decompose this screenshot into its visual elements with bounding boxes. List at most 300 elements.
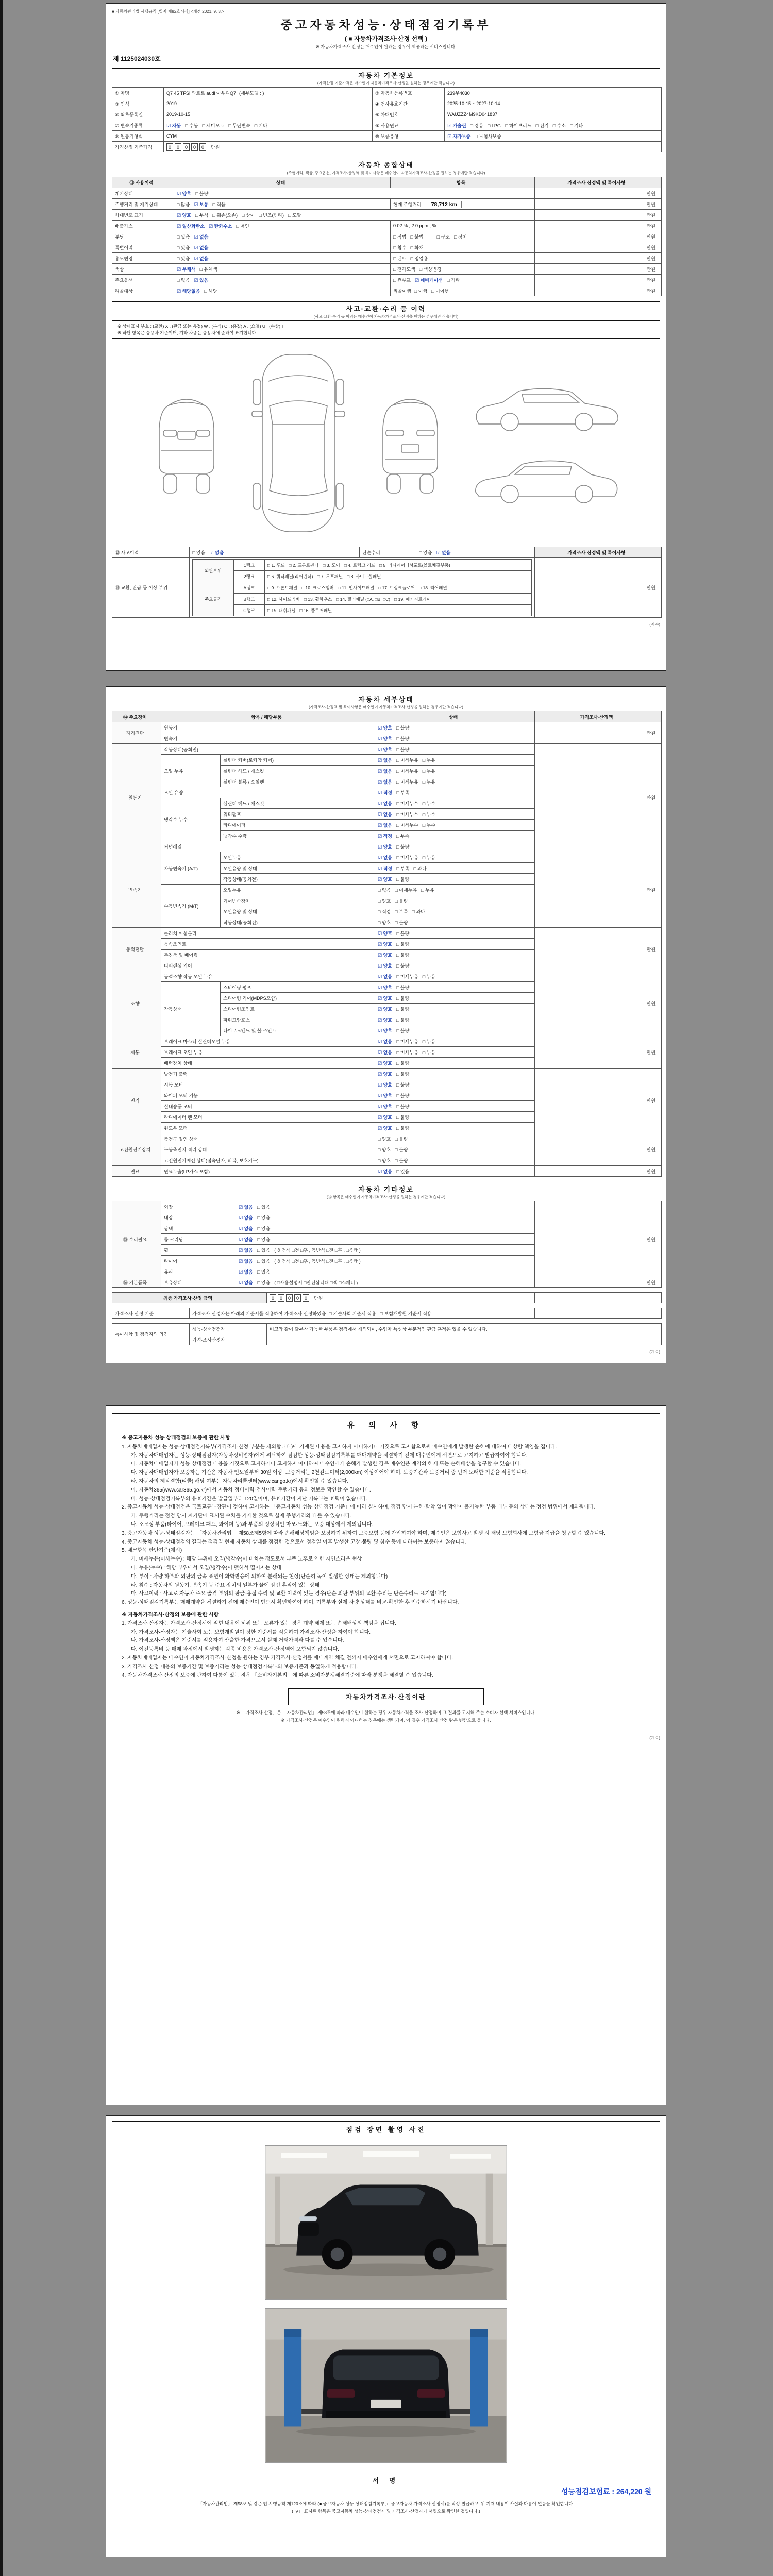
checkbox-침수[interactable]: □ 침수 <box>393 245 407 250</box>
checkbox-있음[interactable]: □ 있음 <box>257 1280 271 1285</box>
section-overall-head <box>112 158 660 177</box>
cell-text: 오일 유량 <box>164 790 183 795</box>
notice-line: 2. 중고자동차 성능·상태점검은 국토교통부장관이 정하여 고시하는 「중고자동차 성능·상태점검 기준」에 따라 실시하며, 점검 당시 분해·탈착 없이 확인이 불가능한 부품 내부 등의 상태는 점검 범위에서 제외됩니다. <box>122 1504 596 1511</box>
checkbox-누유[interactable]: □ 누유 <box>422 768 436 774</box>
checkbox-누유[interactable]: □ 누유 <box>422 757 436 763</box>
checkbox-양호[interactable]: □ 양호 <box>378 898 391 904</box>
checkbox-7. 루프패널[interactable]: □ 7. 루프패널 <box>317 573 343 579</box>
digit-box: 0 <box>166 143 173 151</box>
checkbox-적정[interactable]: ☑ 적정 <box>378 833 392 839</box>
checkbox-없음[interactable]: ☑ 없음 <box>378 855 392 860</box>
checkbox-있음[interactable]: □ 있음 <box>396 1168 410 1174</box>
checkbox-있음[interactable]: □ 있음 <box>257 1236 271 1242</box>
checkbox-수소[interactable]: □ 수소 <box>552 123 566 128</box>
checkbox-하이브리드[interactable]: □ 하이브리드 <box>505 123 532 128</box>
checkbox-1. 후드[interactable]: □ 1. 후드 <box>267 562 285 568</box>
checkbox-양호[interactable]: ☑ 양호 <box>177 212 191 218</box>
checkbox-없음[interactable]: □ 없음 <box>177 277 190 283</box>
checkbox-없음[interactable]: ☑ 없음 <box>378 1039 392 1044</box>
checkbox-없음[interactable]: ☑ 없음 <box>378 974 392 979</box>
checkbox-17. 트렁크플로어[interactable]: □ 17. 트렁크플로어 <box>378 585 415 590</box>
table-cell <box>112 1133 161 1166</box>
section-note-detail: (가격조사·산정액 및 특이사항은 매수인이 자동차가격조사·산정을 원하는 경우에만 적습니다) <box>309 705 463 709</box>
checkbox-13. 휠하우스[interactable]: □ 13. 휠하우스 <box>304 596 332 602</box>
rank-row <box>193 594 532 605</box>
checkbox-3. 도어[interactable]: □ 3. 도어 <box>323 562 340 568</box>
table-cell <box>375 971 535 982</box>
checkbox-10. 크로스멤버[interactable]: □ 10. 크로스멤버 <box>301 585 334 590</box>
checkbox-있음[interactable]: □ 있음 <box>257 1247 271 1253</box>
checkbox-16. 플로어패널[interactable]: □ 16. 플로어패널 <box>299 607 332 613</box>
checkbox-없음[interactable]: ☑ 없음 <box>194 256 209 261</box>
table-row <box>112 1201 662 1212</box>
checkbox-18. 리어패널[interactable]: □ 18. 리어패널 <box>419 585 447 590</box>
rank-label: 2랭크 <box>234 571 265 582</box>
checkbox-불량[interactable]: □ 불량 <box>396 725 410 731</box>
table-cell <box>375 1025 535 1036</box>
checkbox-없음[interactable]: □ 없음 <box>378 887 391 893</box>
checkbox-양호[interactable]: □ 양호 <box>378 1147 391 1153</box>
checkbox-미세누유[interactable]: □ 미세누유 <box>396 855 418 860</box>
checkbox-없음[interactable]: ☑ 없음 <box>239 1226 253 1231</box>
checkbox-양호[interactable]: ☑ 양호 <box>177 191 191 196</box>
checkbox-양호[interactable]: ☑ 양호 <box>378 876 392 882</box>
checkbox-없음[interactable]: ☑ 없음 <box>378 801 392 806</box>
checkbox-양호[interactable]: ☑ 양호 <box>378 725 392 731</box>
table-cell <box>373 120 445 131</box>
checkbox-12. 사이드멤버[interactable]: □ 12. 사이드멤버 <box>267 596 300 602</box>
table-cell <box>112 109 164 120</box>
checkbox-양호[interactable]: ☑ 양호 <box>378 941 392 947</box>
checkbox-있음[interactable]: □ 있음 <box>177 234 190 240</box>
table-cell <box>112 852 161 928</box>
table-cell <box>161 733 375 744</box>
table-cell <box>391 264 535 275</box>
checkbox-이행[interactable]: □ 이행 <box>414 288 428 294</box>
table-cell <box>164 88 373 98</box>
checkbox-양호[interactable]: ☑ 양호 <box>378 995 392 1001</box>
checkbox-영업용[interactable]: □ 영업용 <box>410 256 428 261</box>
checkbox-적정[interactable]: ☑ 적정 <box>378 866 392 871</box>
checkbox-미세누수[interactable]: □ 미세누수 <box>396 811 418 817</box>
checkbox-불량[interactable]: □ 불량 <box>396 995 410 1001</box>
checkbox-부식[interactable]: □ 부식 <box>195 212 209 218</box>
notice-line: 나. 가격조사·산정액은 기준서를 적용하여 산출한 가격으로서 실제 거래가격과 다를 수 있습니다. <box>131 1638 344 1644</box>
table-cell <box>375 1069 535 1079</box>
checkbox-양호[interactable]: □ 양호 <box>378 1158 391 1163</box>
checkbox-세미오토[interactable]: □ 세미오토 <box>202 123 225 128</box>
rank-label: B랭크 <box>234 594 265 605</box>
checkbox-불량[interactable]: □ 불량 <box>396 963 410 969</box>
cell-text: 작동상태(공회전) <box>223 876 258 882</box>
checkbox-과다[interactable]: □ 과다 <box>413 866 427 871</box>
notice-line: 3. 가격조사·산정 내용의 보증기간 및 보증거리는 성능·상태점검기록부의 보증기준과 동일하게 적용합니다. <box>122 1664 358 1670</box>
table-cell <box>161 798 221 841</box>
table-cell <box>375 950 535 960</box>
rank-row <box>193 605 532 616</box>
checkbox-장치[interactable]: □ 장치 <box>453 234 467 240</box>
checkbox-미세누유[interactable]: □ 미세누유 <box>396 1039 418 1044</box>
checkbox-불법[interactable]: □ 불법 <box>410 234 424 240</box>
checkbox-6. 쿼터패널(리어펜더)[interactable]: □ 6. 쿼터패널(리어펜더) <box>267 573 313 579</box>
table-cell <box>112 1277 161 1288</box>
cell-text: 오일 누유 <box>164 768 183 774</box>
cell-subtext: ( 운전석 □전 □후 , 동반석 □전 □후 , □응급 ) <box>274 1258 361 1264</box>
inspection-photo-rear <box>265 2308 507 2463</box>
checkbox-없음[interactable]: ☑ 없음 <box>194 234 209 240</box>
notice-line: 다. 이전등록비 등 매매 과정에서 발생하는 각종 비용은 가격조사·산정액에 포함되지 않습니다. <box>131 1647 339 1653</box>
cell-text: 냉각수 수량 <box>223 833 247 839</box>
table-cell <box>535 253 662 264</box>
table-cell <box>236 1201 535 1212</box>
checkbox-양호[interactable]: ☑ 양호 <box>378 1060 392 1066</box>
checkbox-누유[interactable]: □ 누유 <box>422 779 436 785</box>
cell-text: 성능·상태점검자 <box>192 1326 225 1332</box>
cell-text: 와이퍼 모터 기능 <box>164 1093 198 1098</box>
checkbox-불량[interactable]: □ 불량 <box>396 747 410 752</box>
checkbox-양호[interactable]: ☑ 양호 <box>378 747 392 752</box>
table-cell <box>375 917 535 928</box>
checkbox-훼손(오손)[interactable]: □ 훼손(오손) <box>212 212 238 218</box>
checkbox-없음[interactable]: ☑ 없음 <box>239 1280 253 1285</box>
checkbox-없음[interactable]: ☑ 없음 <box>239 1204 253 1210</box>
checkbox-없음[interactable]: ☑ 없음 <box>378 757 392 763</box>
checkbox-있음[interactable]: □ 있음 <box>192 550 206 555</box>
checkbox-불량[interactable]: □ 불량 <box>396 1082 410 1088</box>
table-cell <box>221 1014 375 1025</box>
checkbox-불량[interactable]: □ 불량 <box>195 191 209 196</box>
table-row <box>112 1036 662 1047</box>
checkbox-있음[interactable]: □ 있음 <box>257 1215 271 1221</box>
checkbox-기타[interactable]: □ 기타 <box>254 123 268 128</box>
cell-text: 만원 <box>646 947 656 952</box>
table-cell <box>174 242 391 253</box>
checkbox-양호[interactable]: ☑ 양호 <box>378 1028 392 1033</box>
checkbox-없음[interactable]: ☑ 없음 <box>378 822 392 828</box>
checkbox-부족[interactable]: □ 부족 <box>395 909 408 914</box>
checkbox-불량[interactable]: □ 불량 <box>396 1006 410 1012</box>
checkbox-불량[interactable]: □ 불량 <box>396 1017 410 1023</box>
checkbox-불량[interactable]: □ 불량 <box>395 920 408 925</box>
checkbox-양호[interactable]: ☑ 양호 <box>378 1071 392 1077</box>
table-cell <box>236 1277 535 1288</box>
checkbox-불량[interactable]: □ 불량 <box>396 1125 410 1131</box>
checkbox-구조[interactable]: □ 구조 <box>436 234 450 240</box>
table-row <box>112 1293 662 1303</box>
checkbox-양호[interactable]: □ 양호 <box>378 1136 391 1142</box>
checkbox-불량[interactable]: □ 불량 <box>396 1060 410 1066</box>
table-row <box>112 199 662 210</box>
checkbox-기타[interactable]: □ 기타 <box>447 277 460 283</box>
checkbox-부족[interactable]: □ 부족 <box>396 833 410 839</box>
table-cell <box>535 264 662 275</box>
checkbox-8. 사이드실패널[interactable]: □ 8. 사이드실패널 <box>347 573 381 579</box>
checkbox-미세누유[interactable]: □ 미세누유 <box>395 887 417 893</box>
checkbox-매연[interactable]: □ 매연 <box>236 223 249 229</box>
checkbox-불량[interactable]: □ 불량 <box>395 1158 408 1163</box>
checkbox-양호[interactable]: ☑ 양호 <box>378 844 392 850</box>
checkbox-불량[interactable]: □ 불량 <box>396 844 410 850</box>
checkbox-19. 패키지트레이[interactable]: □ 19. 패키지트레이 <box>394 596 431 602</box>
table-cell <box>221 820 375 831</box>
table-row <box>112 1277 662 1288</box>
table-row <box>112 711 662 722</box>
checkbox-도말[interactable]: □ 도말 <box>288 212 301 218</box>
checkbox-누유[interactable]: □ 누유 <box>422 974 436 979</box>
checkbox-양호[interactable]: ☑ 양호 <box>378 1093 392 1098</box>
checkbox-과다[interactable]: □ 과다 <box>412 909 425 914</box>
checkbox-있음[interactable]: □ 있음 <box>177 256 190 261</box>
cell-text: 상태 <box>448 714 458 720</box>
checkbox-적음[interactable]: □ 적음 <box>212 201 226 207</box>
table-cell <box>375 939 535 950</box>
cell-text: 리콜대상 <box>115 288 133 294</box>
notice-line: 나. 누유(누수) : 해당 부위에서 오일(냉각수)이 맺혀서 떨어지는 상태 <box>131 1565 282 1571</box>
checkbox-없음[interactable]: ☑ 없음 <box>239 1258 253 1264</box>
checkbox-15. 대쉬패널[interactable]: □ 15. 대쉬패널 <box>267 607 296 613</box>
table-cell <box>164 109 373 120</box>
table-cell <box>535 1308 662 1319</box>
checkbox-보통[interactable]: ☑ 보통 <box>194 201 209 207</box>
checkbox-기술사회 기준서 적용[interactable]: □ 기술사회 기준서 적용 <box>329 1311 376 1316</box>
checkbox-부족[interactable]: □ 부족 <box>396 866 410 871</box>
checkbox-보험사보증[interactable]: □ 보험사보증 <box>475 133 501 139</box>
notice-line: 바. 성능·상태점검기록부의 유효기간은 발급일부터 120일이며, 유효기간이 지난 기록부는 효력이 없습니다. <box>131 1496 368 1502</box>
checkbox-불량[interactable]: □ 불량 <box>396 930 410 936</box>
table-cell <box>112 221 174 231</box>
checkbox-색상변경[interactable]: □ 색상변경 <box>419 266 442 272</box>
checkbox-해당[interactable]: □ 해당 <box>204 288 217 294</box>
photo-section-title: 점검 장면 촬영 사진 <box>112 2121 660 2137</box>
cell-text: WAUZZZ4M9KD041837 <box>447 112 498 117</box>
checkbox-없음[interactable]: ☑ 없음 <box>378 1049 392 1055</box>
table-cell <box>375 1014 535 1025</box>
accident-history-table <box>112 547 662 618</box>
checkbox-렌트[interactable]: □ 렌트 <box>393 256 407 261</box>
checkbox-누유[interactable]: □ 누유 <box>422 855 436 860</box>
checkbox-불량[interactable]: □ 불량 <box>396 1104 410 1109</box>
checkbox-불량[interactable]: □ 불량 <box>396 985 410 990</box>
checkbox-불량[interactable]: □ 불량 <box>395 1136 408 1142</box>
cell-text: 라디에이터 팬 모터 <box>164 1114 203 1120</box>
checkbox-없음[interactable]: ☑ 없음 <box>378 768 392 774</box>
checkbox-전기[interactable]: □ 전기 <box>535 123 549 128</box>
table-cell <box>190 547 360 558</box>
cell-text: 클러치 어셈블리 <box>164 930 197 936</box>
checkbox-양호[interactable]: ☑ 양호 <box>378 963 392 969</box>
table-cell <box>161 755 221 787</box>
checkbox-기타[interactable]: □ 기타 <box>570 123 583 128</box>
cell-text: Q7 45 TFSI 콰트로 audi 아우디Q7 <box>166 90 237 96</box>
checkbox-불량[interactable]: □ 불량 <box>396 952 410 958</box>
checkbox-있음[interactable]: □ 있음 <box>257 1258 271 1264</box>
checkbox-불량[interactable]: □ 불량 <box>395 898 408 904</box>
table-cell <box>375 1058 535 1069</box>
checkbox-미세누유[interactable]: □ 미세누유 <box>396 1049 418 1055</box>
checkbox-양호[interactable]: ☑ 양호 <box>378 985 392 990</box>
checkbox-탄화수소[interactable]: ☑ 탄화수소 <box>209 223 232 229</box>
checkbox-5. 라디에이터서포트(볼트체결부품)[interactable]: □ 5. 라디에이터서포트(볼트체결부품) <box>379 562 450 568</box>
checkbox-양호[interactable]: ☑ 양호 <box>378 1006 392 1012</box>
checkbox-적법[interactable]: □ 적법 <box>393 234 407 240</box>
table-cell <box>161 722 375 733</box>
cell-text: 작동상태(공회전) <box>223 920 258 925</box>
checkbox-무채색[interactable]: ☑ 무채색 <box>177 266 196 272</box>
checkbox-누유[interactable]: □ 누유 <box>422 1039 436 1044</box>
table-row <box>112 88 662 98</box>
table-cell <box>373 98 445 109</box>
checkbox-불량[interactable]: □ 불량 <box>396 736 410 741</box>
checkbox-양호[interactable]: ☑ 양호 <box>378 1125 392 1131</box>
checkbox-없음[interactable]: ☑ 없음 <box>239 1215 253 1221</box>
checkbox-자동[interactable]: ☑ 자동 <box>166 123 181 128</box>
section-basic-head <box>112 68 660 87</box>
cell-text: 디퍼렌셜 기어 <box>164 963 192 969</box>
checkbox-적정[interactable]: □ 적정 <box>378 909 391 914</box>
table-cell <box>221 874 375 885</box>
checkbox-무단변속[interactable]: □ 무단변속 <box>228 123 250 128</box>
checkbox-화재[interactable]: □ 화재 <box>410 245 424 250</box>
checkbox-없음[interactable]: ☑ 없음 <box>378 779 392 785</box>
checkbox-불량[interactable]: □ 불량 <box>396 1114 410 1120</box>
checkbox-불량[interactable]: □ 불량 <box>396 876 410 882</box>
checkbox-있음[interactable]: □ 있음 <box>257 1269 271 1275</box>
checkbox-14. 필러패널 (□A, □B, □C)[interactable]: □ 14. 필러패널 (□A, □B, □C) <box>336 596 391 602</box>
checkbox-누유[interactable]: □ 누유 <box>422 1049 436 1055</box>
section-detail-head <box>112 692 660 711</box>
cell-text: 자기진단 <box>126 731 144 736</box>
checkbox-있음[interactable]: □ 있음 <box>419 550 432 555</box>
checkbox-있음[interactable]: □ 있음 <box>257 1226 271 1231</box>
checkbox-없음[interactable]: ☑ 없음 <box>209 550 224 555</box>
table-cell <box>161 1123 375 1133</box>
checkbox-누유[interactable]: □ 누유 <box>421 887 434 893</box>
cell-text: 만원 <box>646 212 656 218</box>
table-cell <box>161 711 375 722</box>
checkbox-적정[interactable]: ☑ 적정 <box>378 790 392 795</box>
checkbox-불량[interactable]: □ 불량 <box>395 1147 408 1153</box>
checkbox-누수[interactable]: □ 누수 <box>422 822 436 828</box>
cell-text: 광택 <box>164 1226 173 1231</box>
checkbox-양호[interactable]: ☑ 양호 <box>378 1017 392 1023</box>
checkbox-불량[interactable]: □ 불량 <box>396 1071 410 1077</box>
table-cell <box>375 1133 535 1144</box>
detail-condition-table <box>112 711 662 1177</box>
checkbox-미세누유[interactable]: □ 미세누유 <box>396 768 418 774</box>
notice-line: 다. 자동차매매업자가 보증하는 기간은 자동차 인도일부터 30일 이상, 보증거리는 2천킬로미터(2,000km) 이상이어야 하며, 보증기간과 보증거리 중 먼저 도래한 기준을 적용합니다. <box>131 1470 528 1476</box>
checkbox-양호[interactable]: ☑ 양호 <box>378 930 392 936</box>
checkbox-없음[interactable]: ☑ 없음 <box>239 1236 253 1242</box>
table-cell <box>375 1004 535 1014</box>
document-number: 제 1125024030호 <box>113 55 161 62</box>
checkbox-없음[interactable]: ☑ 없음 <box>239 1247 253 1253</box>
checkbox-없음[interactable]: ☑ 없음 <box>239 1269 253 1275</box>
digit-box: 0 <box>286 1294 293 1302</box>
table-cell <box>112 1166 161 1177</box>
cell-text: 라디에이터 <box>223 822 246 828</box>
table-cell <box>161 1058 375 1069</box>
table-cell <box>375 1144 535 1155</box>
checkbox-누수[interactable]: □ 누수 <box>422 811 436 817</box>
checkbox-썬루프[interactable]: □ 썬루프 <box>393 277 411 283</box>
checkbox-경유[interactable]: □ 경유 <box>470 123 483 128</box>
checkbox-있음[interactable]: □ 있음 <box>177 245 190 250</box>
checkbox-미이행[interactable]: □ 미이행 <box>431 288 449 294</box>
checkbox-양호[interactable]: ☑ 양호 <box>378 952 392 958</box>
checkbox-양호[interactable]: □ 양호 <box>378 920 391 925</box>
notice-box <box>112 1413 660 1731</box>
checkbox-변조(변타)[interactable]: □ 변조(변타) <box>259 212 284 218</box>
checkbox-수동[interactable]: □ 수동 <box>184 123 198 128</box>
table-cell <box>190 1308 535 1319</box>
checkbox-없음[interactable]: ☑ 없음 <box>378 1168 392 1174</box>
cell-text: 실린더 헤드 / 개스킷 <box>223 801 264 806</box>
checkbox-가솔린[interactable]: ☑ 가솔린 <box>447 123 466 128</box>
rank-items <box>265 560 532 571</box>
cell-text: 만원 <box>646 1280 656 1285</box>
checkbox-전체도색[interactable]: □ 전체도색 <box>393 266 415 272</box>
checkbox-양호[interactable]: ☑ 양호 <box>378 1104 392 1109</box>
table-cell <box>373 109 445 120</box>
checkbox-일산화탄소[interactable]: ☑ 일산화탄소 <box>177 223 205 229</box>
checkbox-없음[interactable]: ☑ 없음 <box>436 550 451 555</box>
checkbox-미세누수[interactable]: □ 미세누수 <box>396 801 418 806</box>
checkbox-많음[interactable]: □ 많음 <box>177 201 190 207</box>
checkbox-있음[interactable]: ☑ 있음 <box>194 277 209 283</box>
table-cell <box>112 231 174 242</box>
checkbox-불량[interactable]: □ 불량 <box>396 1093 410 1098</box>
checkbox-미세누유[interactable]: □ 미세누유 <box>396 974 418 979</box>
car-side-views <box>469 379 624 507</box>
rank-items <box>265 571 532 582</box>
checkbox-유채색[interactable]: □ 유채색 <box>199 266 217 272</box>
cell-text: 자동변속기 (A/T) <box>164 866 198 871</box>
checkbox-네비게이션[interactable]: ☑ 네비게이션 <box>415 277 443 283</box>
checkbox-없음[interactable]: ☑ 없음 <box>194 245 209 250</box>
checkbox-양호[interactable]: ☑ 양호 <box>378 1082 392 1088</box>
cell-text: 파워고압호스 <box>223 1017 250 1023</box>
checkbox-미세누유[interactable]: □ 미세누유 <box>396 757 418 763</box>
checkbox-불량[interactable]: □ 불량 <box>396 1028 410 1033</box>
document-title: 중고자동차성능·상태점검기록부 <box>280 18 492 31</box>
cell-text: ⑭ 주요장치 <box>123 714 147 720</box>
checkbox-없음[interactable]: ☑ 없음 <box>378 811 392 817</box>
checkbox-부족[interactable]: □ 부족 <box>396 790 410 795</box>
checkbox-LPG[interactable]: □ LPG <box>487 123 501 128</box>
table-row <box>112 852 662 863</box>
checkbox-양호[interactable]: ☑ 양호 <box>378 1114 392 1120</box>
checkbox-보험개발원 기준서 적용[interactable]: □ 보험개발원 기준서 적용 <box>380 1311 432 1316</box>
checkbox-9. 프론트패널[interactable]: □ 9. 프론트패널 <box>267 585 298 590</box>
table-cell <box>535 1166 662 1177</box>
checkbox-상이[interactable]: □ 상이 <box>242 212 255 218</box>
checkbox-11. 인사이드패널[interactable]: □ 11. 인사이드패널 <box>338 585 375 590</box>
table-cell <box>161 1256 236 1266</box>
checkbox-해당없음[interactable]: ☑ 해당없음 <box>177 288 200 294</box>
checkbox-자가보증[interactable]: ☑ 자가보증 <box>447 133 471 139</box>
checkbox-있음[interactable]: □ 있음 <box>257 1204 271 1210</box>
cell-text: 스티어링조인트 <box>223 1006 255 1012</box>
checkbox-양호[interactable]: ☑ 양호 <box>378 736 392 741</box>
table-row <box>112 744 662 755</box>
checkbox-불량[interactable]: □ 불량 <box>396 941 410 947</box>
checkbox-미세누수[interactable]: □ 미세누수 <box>396 822 418 828</box>
cell-text: ⑮ 수리필요 <box>123 1236 147 1242</box>
checkbox-2. 프론트펜더[interactable]: □ 2. 프론트펜더 <box>289 562 319 568</box>
checkbox-미세누유[interactable]: □ 미세누유 <box>396 779 418 785</box>
checkbox-4. 트렁크 리드[interactable]: □ 4. 트렁크 리드 <box>344 562 376 568</box>
checkbox-누수[interactable]: □ 누수 <box>422 801 436 806</box>
